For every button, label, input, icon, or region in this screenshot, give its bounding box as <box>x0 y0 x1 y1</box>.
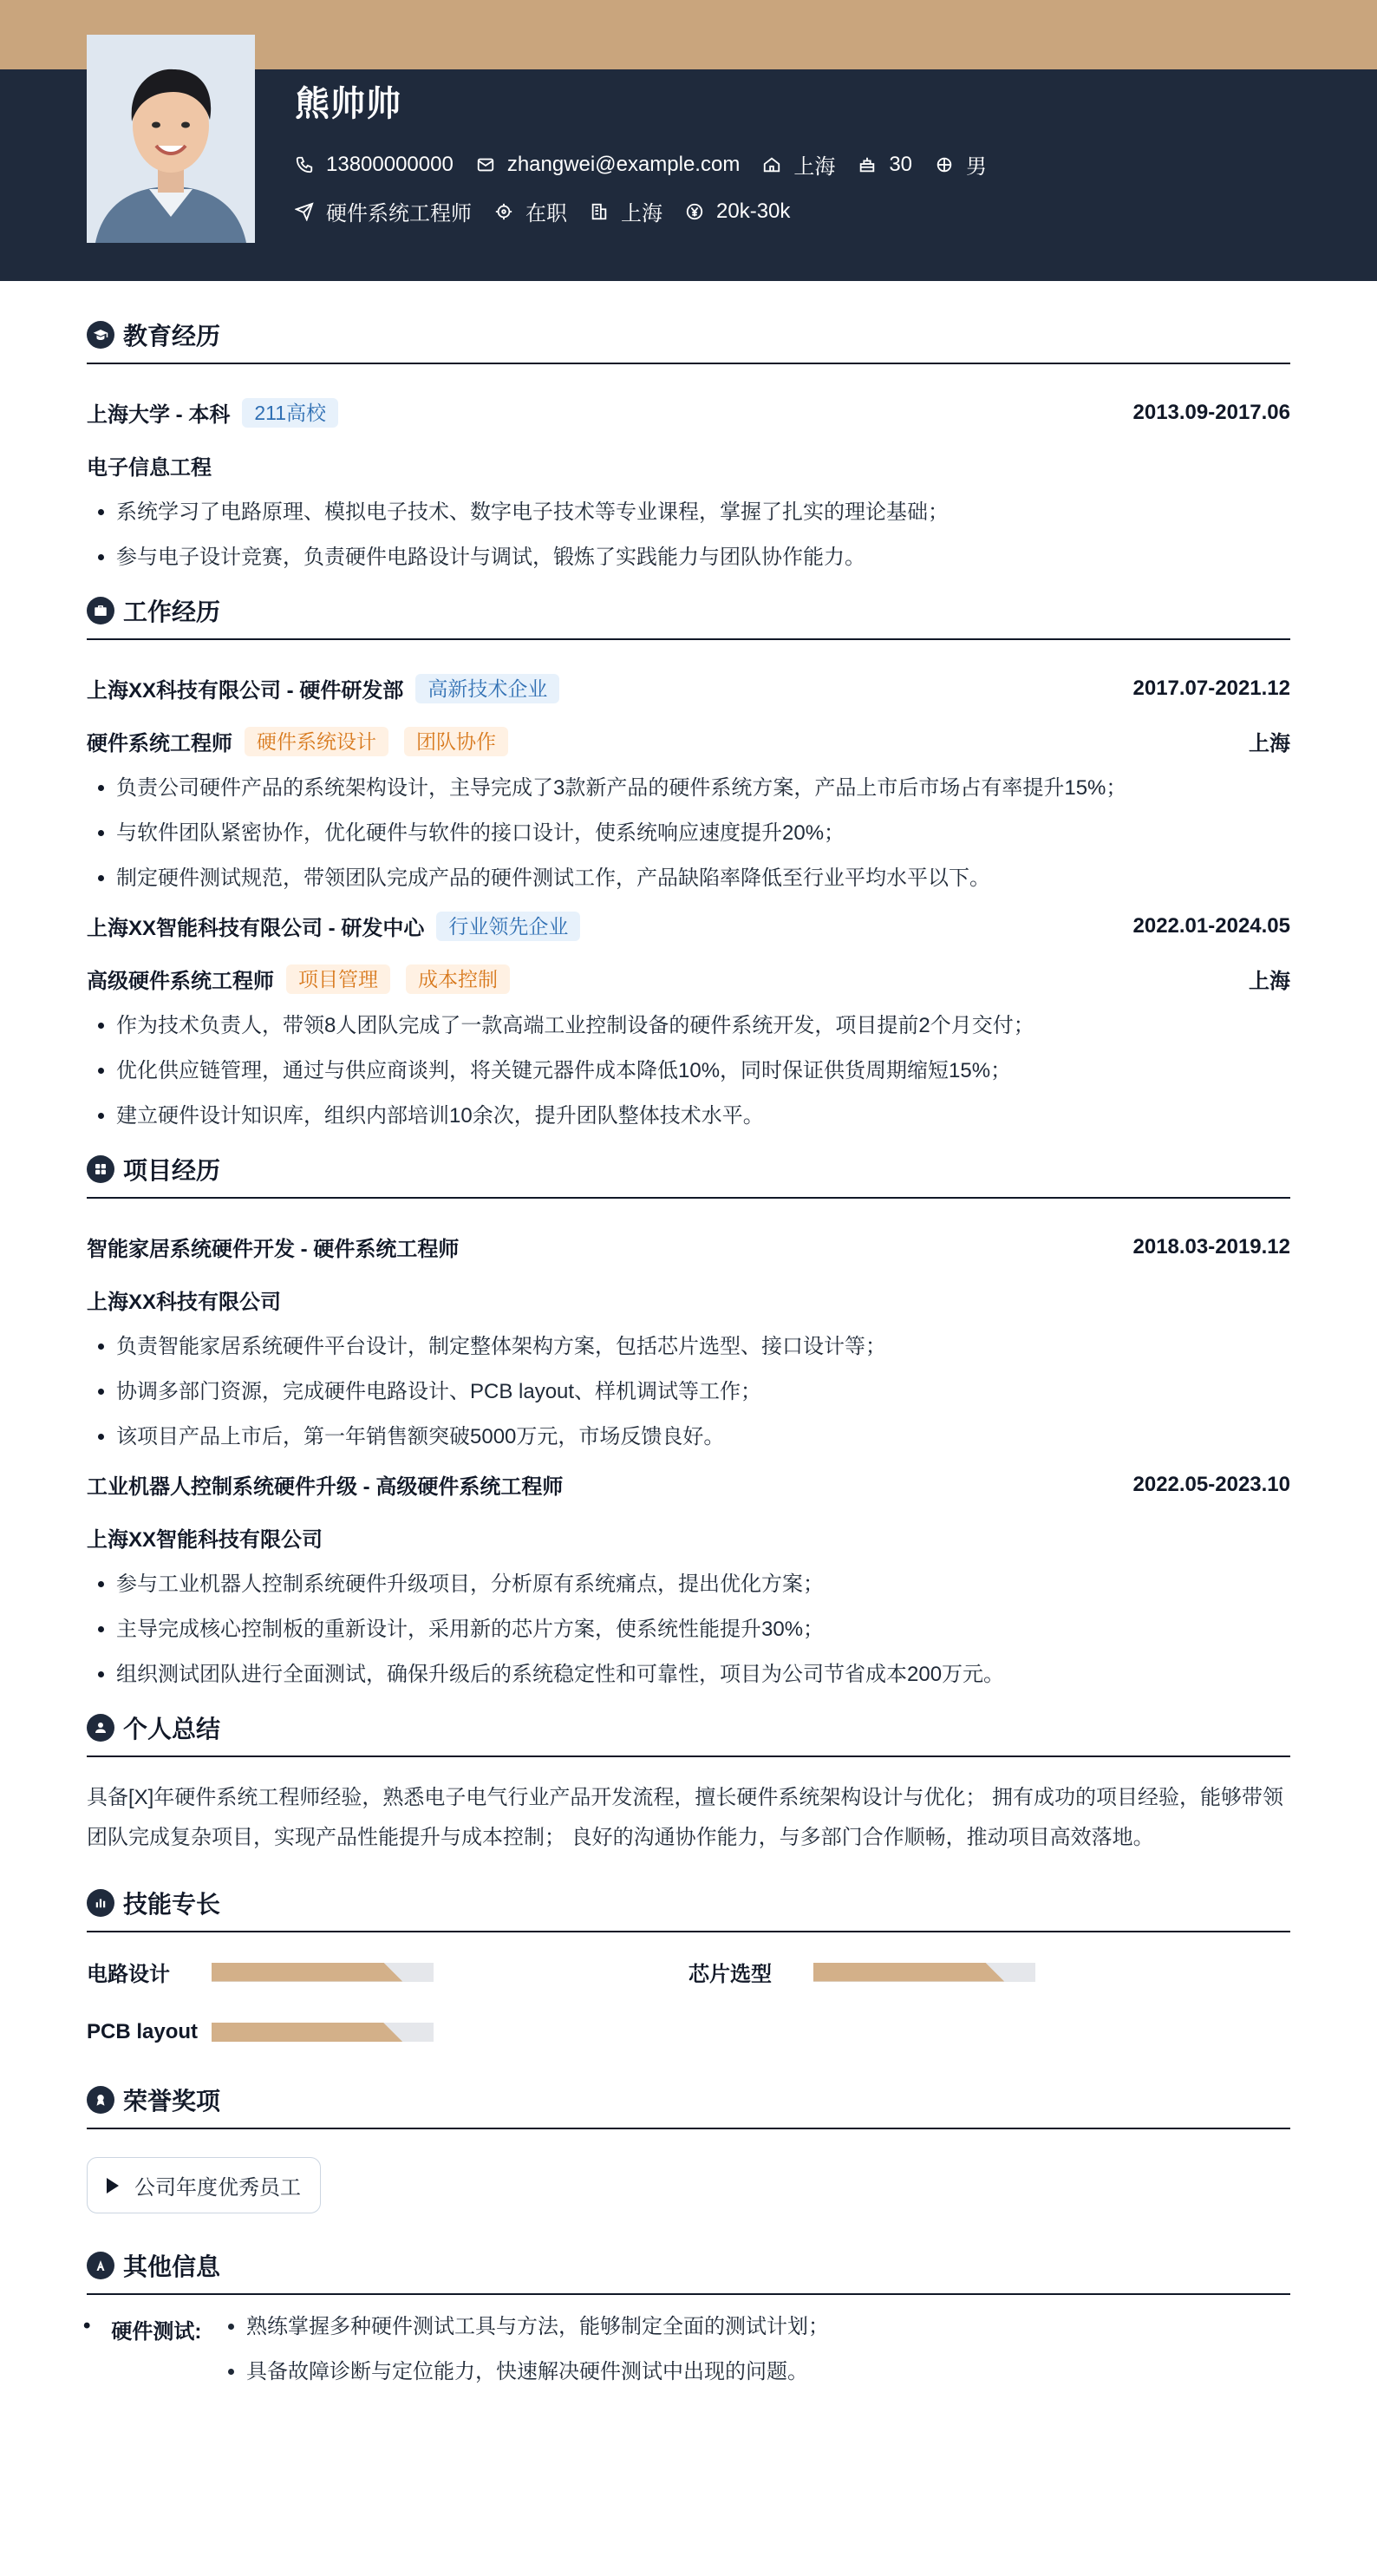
briefcase-icon <box>87 597 114 624</box>
graduation-cap-icon <box>87 321 114 349</box>
section-title: 工作经历 <box>123 598 221 625</box>
list-item: • 该项目产品上市后，第一年销售额突破5000万元，市场反馈良好。 <box>116 1424 1290 1450</box>
contact-row <box>295 149 1009 180</box>
section-header <box>87 1710 1290 1757</box>
company-name: 上海XX科技有限公司 - 硬件研发部 <box>87 679 404 703</box>
skill-name: 电路设计 <box>87 1963 170 1986</box>
profile-header <box>0 69 1377 281</box>
company-tag: 高新技术企业 <box>415 674 559 703</box>
phone-text: 13800000000 <box>326 152 454 176</box>
home-icon <box>762 155 781 174</box>
major: 电子信息工程 <box>87 456 212 480</box>
section-header <box>87 317 1290 364</box>
entry-date: 2013.09-2017.06 <box>1132 400 1290 424</box>
education-section <box>87 317 1290 571</box>
entry-header <box>87 1469 1290 1500</box>
other-label <box>87 2314 217 2404</box>
skills-grid <box>87 1957 1290 2044</box>
entry-header <box>87 911 1290 941</box>
award-chip <box>87 2157 321 2213</box>
skill-bar-fill <box>212 2023 402 2042</box>
list-item: • 作为技术负责人，带领8人团队完成了一款高端工业控制设备的硬件系统开发，项目提前2个月交付； <box>116 1013 1290 1039</box>
cake-icon <box>858 155 877 174</box>
skill-bar <box>813 1963 1035 1982</box>
project-company: 上海XX智能科技有限公司 <box>87 1528 323 1552</box>
phone-icon <box>295 155 314 174</box>
skill-name: 芯片选型 <box>688 1963 772 1986</box>
chart-icon <box>87 1889 114 1917</box>
user-icon <box>87 1714 114 1742</box>
project-entry <box>87 1469 1290 1688</box>
home-info <box>762 149 835 180</box>
status-info <box>494 196 567 226</box>
company-tag: 行业领先企业 <box>436 912 580 941</box>
salary-text: 20k-30k <box>716 199 791 223</box>
projects-section <box>87 1152 1290 1688</box>
age-info <box>858 153 912 177</box>
job-intent-row <box>295 196 812 226</box>
award-icon <box>87 2086 114 2114</box>
other-row <box>87 2314 1290 2404</box>
skill-tag: 团队协作 <box>404 727 508 756</box>
school-tag: 211高校 <box>242 398 338 428</box>
skill-tag: 项目管理 <box>286 964 390 994</box>
mail-icon <box>476 155 495 174</box>
list-item: • 系统学习了电路原理、模拟电子技术、数字电子技术等专业课程，掌握了扎实的理论基础； <box>116 500 1290 526</box>
list-item: • 制定硬件测试规范，带领团队完成产品的硬件测试工作，产品缺陷率降低至行业平均水平以下。 <box>116 866 1290 892</box>
section-header <box>87 1152 1290 1199</box>
work-entry <box>87 911 1290 1129</box>
skill-name: PCB layout <box>87 2020 199 2043</box>
project-title: 智能家居系统硬件开发 - 硬件系统工程师 <box>87 1238 460 1261</box>
skill-bar-fill <box>212 1963 402 1982</box>
section-header <box>87 1886 1290 1932</box>
building-icon <box>590 202 609 221</box>
gender-icon <box>935 155 954 174</box>
text-icon <box>87 2252 114 2279</box>
summary-text: 具备[X]年硬件系统工程师经验，熟悉电子电气行业产品开发流程，擅长硬件系统架构设计与优化； 拥有成功的项目经验，能够带领团队完成复杂项目，实现产品性能提升与成本控制； 良好的沟通协作能力，与多部门合作顺畅，推动项目高效落地。 <box>87 1786 1284 1849</box>
entry-header <box>87 397 1290 428</box>
city-info <box>590 196 662 226</box>
section-title: 教育经历 <box>123 323 221 350</box>
role-info <box>295 196 472 226</box>
section-title: 项目经历 <box>123 1157 221 1184</box>
age-text: 30 <box>889 152 913 176</box>
work-city: 上海 <box>1249 970 1290 993</box>
salary-info <box>685 199 790 224</box>
role-text: 硬件系统工程师 <box>326 202 472 226</box>
skills-section <box>87 1886 1290 2044</box>
work-city: 上海 <box>1249 732 1290 755</box>
list-item: • 熟练掌握多种硬件测试工具与方法，能够制定全面的测试计划； <box>246 2314 829 2340</box>
status-text: 在职 <box>525 202 567 226</box>
section-title: 其他信息 <box>123 2253 221 2280</box>
section-header <box>87 2082 1290 2129</box>
list-item: • 协调多部门资源，完成硬件电路设计、PCB layout、样机调试等工作； <box>116 1379 1290 1405</box>
gender-text: 男 <box>966 155 988 179</box>
list-item: • 负责公司硬件产品的系统架构设计，主导完成了3款新产品的硬件系统方案，产品上市后市场占有率提升15%； <box>116 775 1290 801</box>
skill-item <box>87 2020 688 2044</box>
skill-item <box>688 1957 1290 1987</box>
other-info <box>87 2314 1290 2404</box>
education-entry <box>87 397 1290 571</box>
bullet-list <box>87 775 1290 892</box>
yuan-icon <box>685 202 704 221</box>
other-label-text: • 硬件测试: <box>111 2320 202 2344</box>
role-line <box>87 726 1290 756</box>
bullet-list <box>87 500 1290 571</box>
company-name: 上海XX智能科技有限公司 - 研发中心 <box>87 917 425 940</box>
entry-date: 2022.01-2024.05 <box>1132 913 1290 938</box>
entry-date: 2018.03-2019.12 <box>1132 1234 1290 1259</box>
candidate-name: 熊帅帅 <box>295 85 401 123</box>
entry-date: 2017.07-2021.12 <box>1132 676 1290 700</box>
list-item: • 与软件团队紧密协作，优化硬件与软件的接口设计，使系统响应速度提升20%； <box>116 821 1290 847</box>
play-icon <box>107 2178 119 2194</box>
list-item: • 参与工业机器人控制系统硬件升级项目，分析原有系统痛点，提出优化方案； <box>116 1572 1290 1598</box>
entry-date: 2022.05-2023.10 <box>1132 1472 1290 1496</box>
bullet-list <box>87 1334 1290 1450</box>
entry-header <box>87 1232 1290 1262</box>
skill-tag: 成本控制 <box>406 964 510 994</box>
list-item: • 组织测试团队进行全面测试，确保升级后的系统稳定性和可靠性，项目为公司节省成本200万元。 <box>116 1662 1290 1688</box>
bullet-list <box>87 1013 1290 1129</box>
work-entry <box>87 673 1290 892</box>
project-company: 上海XX科技有限公司 <box>87 1291 282 1314</box>
project-title: 工业机器人控制系统硬件升级 - 高级硬件系统工程师 <box>87 1475 564 1499</box>
gender-info <box>935 149 987 180</box>
send-icon <box>295 202 314 221</box>
bullet-list <box>217 2314 829 2404</box>
section-header <box>87 593 1290 640</box>
bullet-list <box>87 1572 1290 1688</box>
entry-header <box>87 673 1290 703</box>
work-section <box>87 593 1290 1129</box>
list-item: • 具备故障诊断与定位能力，快速解决硬件测试中出现的问题。 <box>246 2359 829 2385</box>
list-item: • 主导完成核心控制板的重新设计，采用新的芯片方案，使系统性能提升30%； <box>116 1617 1290 1643</box>
status-icon <box>494 202 513 221</box>
list-item: • 负责智能家居系统硬件平台设计，制定整体架构方案，包括芯片选型、接口设计等； <box>116 1334 1290 1360</box>
section-title: 技能专长 <box>123 1891 221 1918</box>
skill-item <box>87 1957 688 1987</box>
school-name: 上海大学 - 本科 <box>87 403 231 427</box>
skill-bar <box>212 2023 434 2042</box>
home-text: 上海 <box>793 155 836 179</box>
list-item: • 建立硬件设计知识库，组织内部培训10余次，提升团队整体技术水平。 <box>116 1103 1290 1129</box>
role-name: 高级硬件系统工程师 <box>87 970 274 993</box>
email-info <box>476 153 741 177</box>
section-title: 个人总结 <box>123 1716 221 1742</box>
project-entry <box>87 1232 1290 1450</box>
email-text: zhangwei@example.com <box>506 152 741 176</box>
award-text: 公司年度优秀员工 <box>134 2176 301 2200</box>
list-item: • 优化供应链管理，通过与供应商谈判，将关键元器件成本降低10%，同时保证供货周期缩短15%； <box>116 1058 1290 1084</box>
avatar <box>87 35 255 243</box>
awards-section <box>87 2082 1290 2213</box>
role-line <box>87 964 1290 994</box>
other-section <box>87 2248 1290 2404</box>
resume-body <box>0 317 1377 2404</box>
phone-info <box>295 153 454 177</box>
section-header <box>87 2248 1290 2295</box>
summary-section <box>87 1710 1290 1858</box>
city-text: 上海 <box>621 202 662 226</box>
grid-icon <box>87 1155 114 1183</box>
skill-bar <box>212 1963 434 1982</box>
list-item: • 参与电子设计竞赛，负责硬件电路设计与调试，锻炼了实践能力与团队协作能力。 <box>116 545 1290 571</box>
skill-tag: 硬件系统设计 <box>245 727 388 756</box>
section-title: 荣誉奖项 <box>123 2088 221 2115</box>
role-name: 硬件系统工程师 <box>87 732 232 755</box>
skill-bar-fill <box>813 1963 1004 1982</box>
